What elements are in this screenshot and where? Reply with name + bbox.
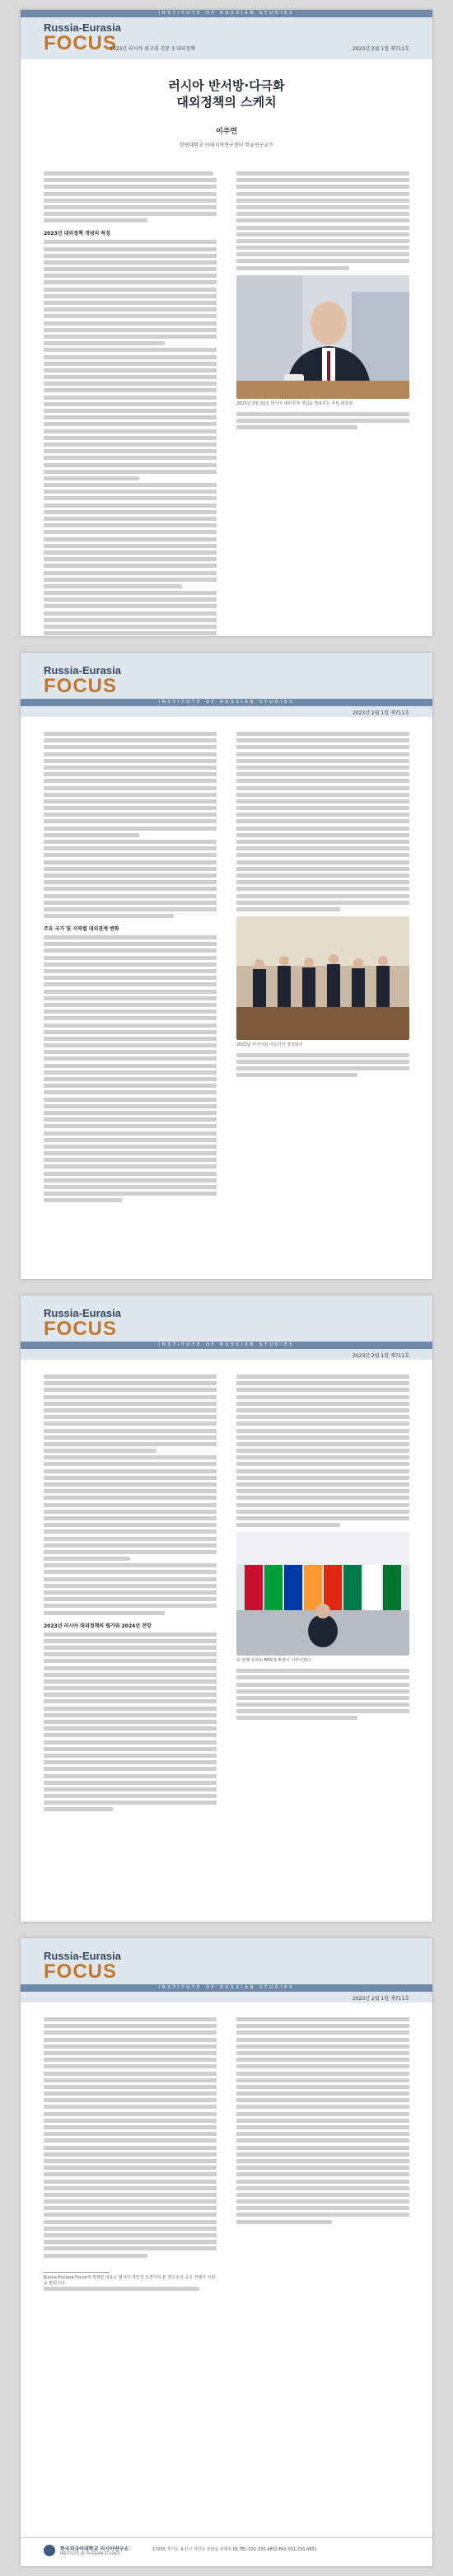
photo-putin (236, 275, 409, 399)
brand-top: Russia-Eurasia (44, 1307, 121, 1319)
right-column (236, 171, 409, 432)
org-name: 한국외국어대학교 러시아연구소 (60, 2546, 129, 2552)
photo-brics-flags (236, 1532, 409, 1656)
right-column (236, 732, 409, 1080)
brand-top: Russia-Eurasia (44, 21, 121, 34)
page-4 (21, 1938, 432, 2566)
figure-caption: 2023년 러시아와 아프리카 정상회의 (236, 1042, 303, 1047)
footnote: Russia-Eurasia Focus에 게재된 내용은 필자의 개인적 의견이며 본 연구소의 공식 견해가 아님을 밝힙니다. (44, 2274, 216, 2286)
date-line: 2023년 2월 1일 제711호 (352, 1996, 409, 2002)
org-sub: INSTITUTE OF RUSSIAN STUDIES (60, 2552, 120, 2556)
page-3 (21, 1295, 432, 1922)
page-footer (21, 2537, 432, 2566)
page-header (21, 10, 432, 59)
page-header (21, 653, 432, 717)
footer-org (60, 2545, 128, 2556)
section-heading: 주요 국가 및 지역별 대외관계 변화 (44, 926, 119, 933)
institute-bar: INSTITUTE OF RUSSIAN STUDIES (21, 10, 432, 17)
brand-main: FOCUS (44, 32, 117, 54)
brand (44, 1950, 121, 1982)
right-column (236, 2017, 409, 2227)
brand-main: FOCUS (44, 675, 117, 697)
institute-bar: INSTITUTE OF RUSSIAN STUDIES (21, 1984, 432, 1992)
brand-main: FOCUS (44, 1960, 117, 1983)
page-1 (21, 10, 432, 636)
brand-main: FOCUS (44, 1318, 117, 1340)
photo-summit (236, 916, 409, 1040)
date-line: 2023년 2월 1일 제711호 (352, 1353, 409, 1359)
date-line: 2023년 2월 1일 제711호 (352, 710, 409, 716)
brand-top: Russia-Eurasia (44, 1950, 121, 1962)
figure-caption: 또 번째 상과로 BRICS 확장이 이루어졌다 (236, 1658, 311, 1664)
footer-address: 17035 경기도 용인시 처인구 모현읍 외대로 81 TEL:031-330-4852 FAX:031-330-4851 (152, 2547, 317, 2552)
figure-caption: 2023년 3월 31일 러시아 대외정책 개념을 발표하는 푸틴 대통령 (236, 400, 353, 406)
issue-line: 2023년 러시아 최고위 전문 3 대외정책 (110, 46, 195, 52)
author: 이주연 (215, 128, 238, 136)
page-header (21, 1938, 432, 2002)
page-2 (21, 653, 432, 1279)
date-line: 2023년 2월 1일 제711호 (352, 46, 409, 52)
right-column (236, 1375, 409, 1723)
page-title (21, 77, 432, 110)
left-column (44, 732, 217, 1206)
title-line-1: 러시아 반서방·다극화 (168, 78, 285, 93)
left-column (44, 171, 217, 636)
title-line-2: 대외정책의 스케치 (176, 95, 277, 110)
affiliation: 한림대학교 아태지역연구센터 학술연구교수 (180, 143, 273, 148)
section-heading: 2023년 러시아 대외정책의 평가와 2024년 전망 (44, 1623, 152, 1629)
institute-bar: INSTITUTE OF RUSSIAN STUDIES (21, 1342, 432, 1349)
brand-top: Russia-Eurasia (44, 664, 121, 677)
left-column (44, 1375, 217, 1815)
institute-logo-icon (44, 2545, 55, 2556)
brand (44, 664, 121, 696)
footnote-divider (44, 2260, 110, 2273)
brand (44, 1307, 121, 1339)
institute-bar: INSTITUTE OF RUSSIAN STUDIES (21, 699, 432, 706)
page-header (21, 1295, 432, 1360)
section-heading: 2023년 대외정책 개념의 특징 (44, 231, 110, 237)
left-column (44, 2017, 217, 2293)
